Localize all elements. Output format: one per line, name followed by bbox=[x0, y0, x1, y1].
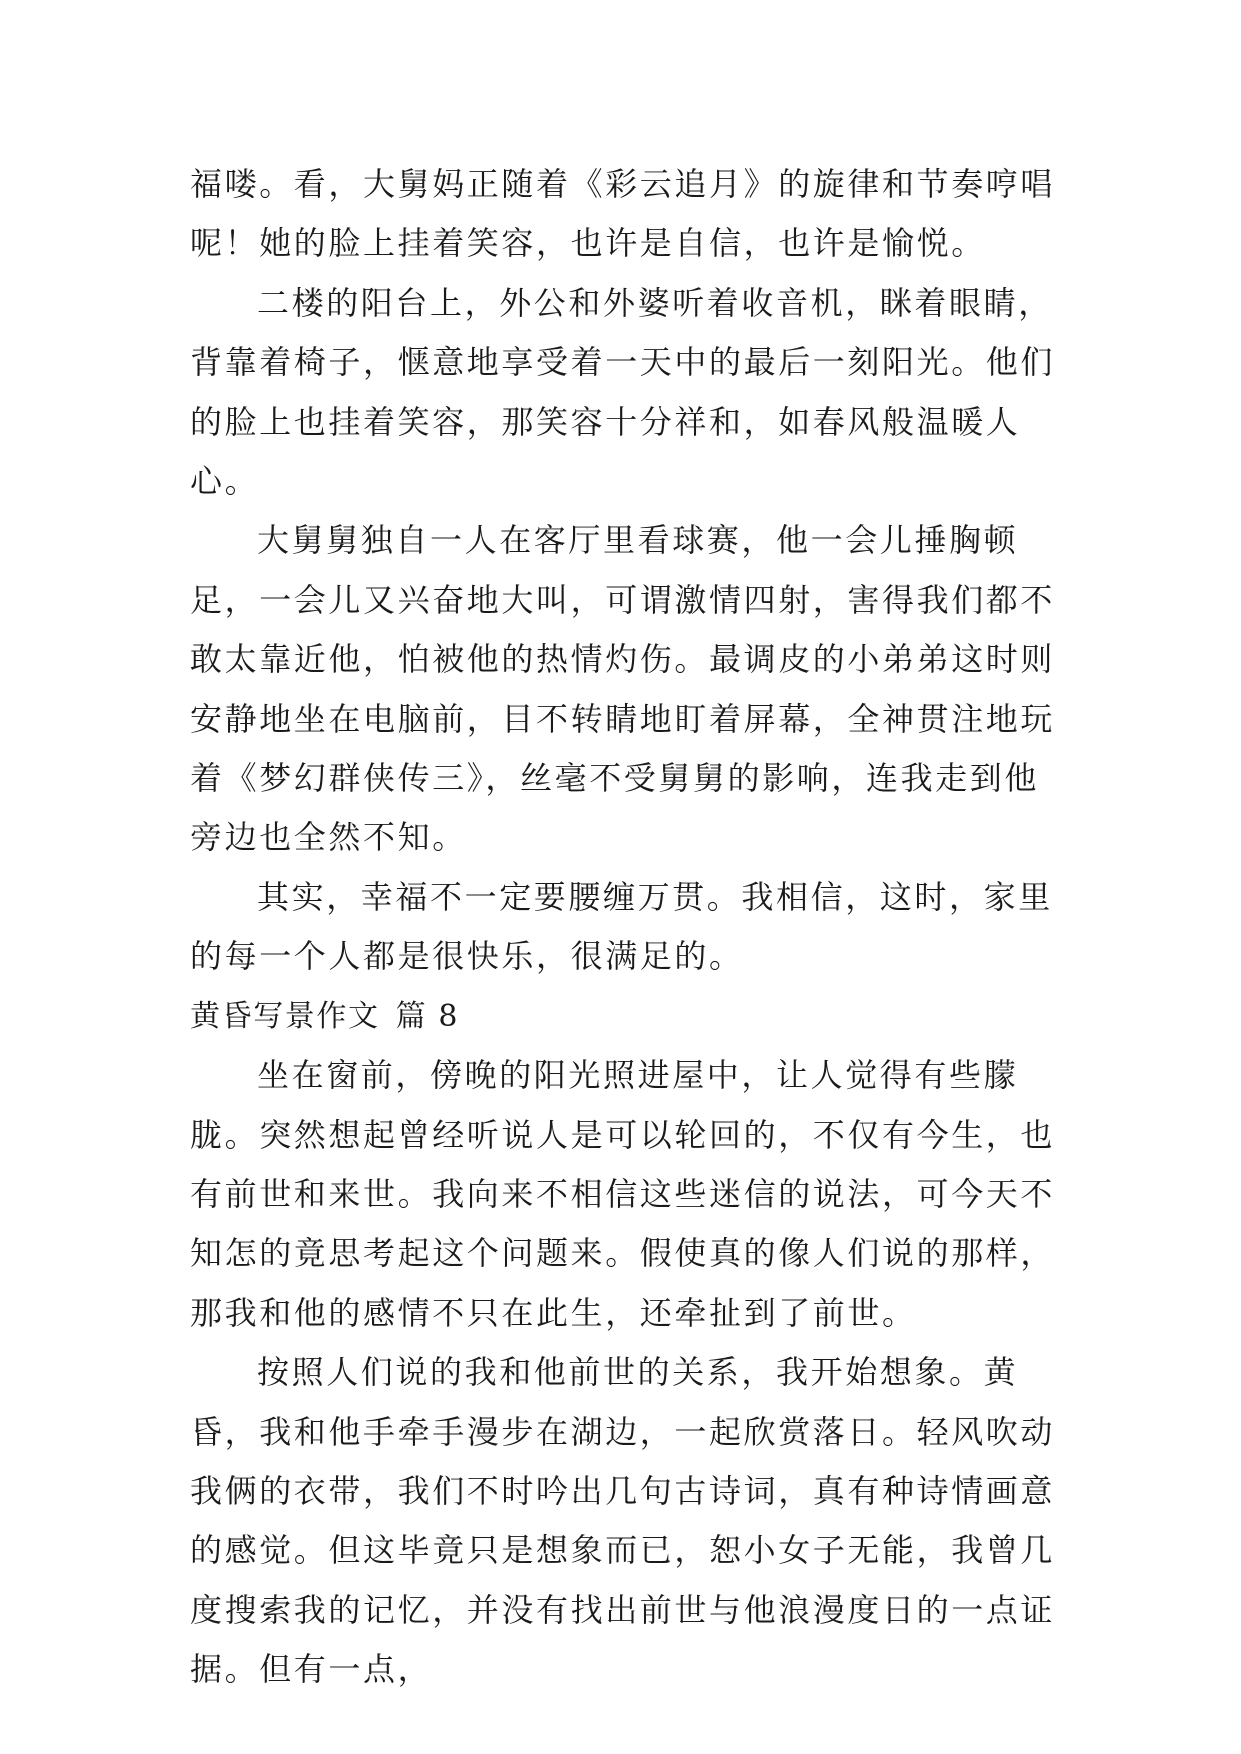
paragraph-1: 福喽。看，大舅妈正随着《彩云追月》的旋律和节奏哼唱呢！她的脸上挂着笑容，也许是自信，也许是愉悦。 bbox=[190, 165, 1056, 263]
section-title: 黄昏写景作文 bbox=[190, 998, 380, 1034]
paragraph-5: 坐在窗前，傍晚的阳光照进屋中，让人觉得有些朦胧。突然想起曾经听说人是可以轮回的，不仅有今生，也有前世和来世。我向来不相信这些迷信的说法，可今天不知怎的竟思考起这个问题来。假使真的像人们说的那样，那我和他的感情不只在此生，还牵扯到了前世。 bbox=[190, 1056, 1056, 1332]
paragraph-2: 二楼的阳台上，外公和外婆听着收音机，眯着眼睛，背靠着椅子，惬意地享受着一天中的最后一刻阳光。他们的脸上也挂着笑容，那笑容十分祥和，如春风般温暖人心。 bbox=[190, 283, 1056, 501]
paragraph-6: 按照人们说的我和他前世的关系，我开始想象。黄昏，我和他手牵手漫步在湖边，一起欣赏落日。轻风吹动我俩的衣带，我们不时吟出几句古诗词，真有种诗情画意的感觉。但这毕竟只是想象而已，恕小女子无能，我曾几度搜索我的记忆，并没有找出前世与他浪漫度日的一点证据。但有一点， bbox=[190, 1353, 1056, 1689]
article-body bbox=[190, 155, 1070, 1700]
paragraph-4: 其实，幸福不一定要腰缠万贯。我相信，这时，家里的每一个人都是很快乐，很满足的。 bbox=[190, 877, 1053, 976]
paragraph-3: 大舅舅独自一人在客厅里看球赛，他一会儿捶胸顿足，一会儿又兴奋地大叫，可谓激情四射，害得我们都不敢太靠近他，怕被他的热情灼伤。最调皮的小弟弟这时则安静地坐在电脑前，目不转睛地盯着屏幕，全神贯注地玩着《梦幻群侠传三》，丝毫不受舅舅的影响，连我走到他旁边也全然不知。 bbox=[190, 521, 1056, 857]
section-heading bbox=[190, 987, 1070, 1046]
section-number: 篇 8 bbox=[395, 998, 460, 1034]
